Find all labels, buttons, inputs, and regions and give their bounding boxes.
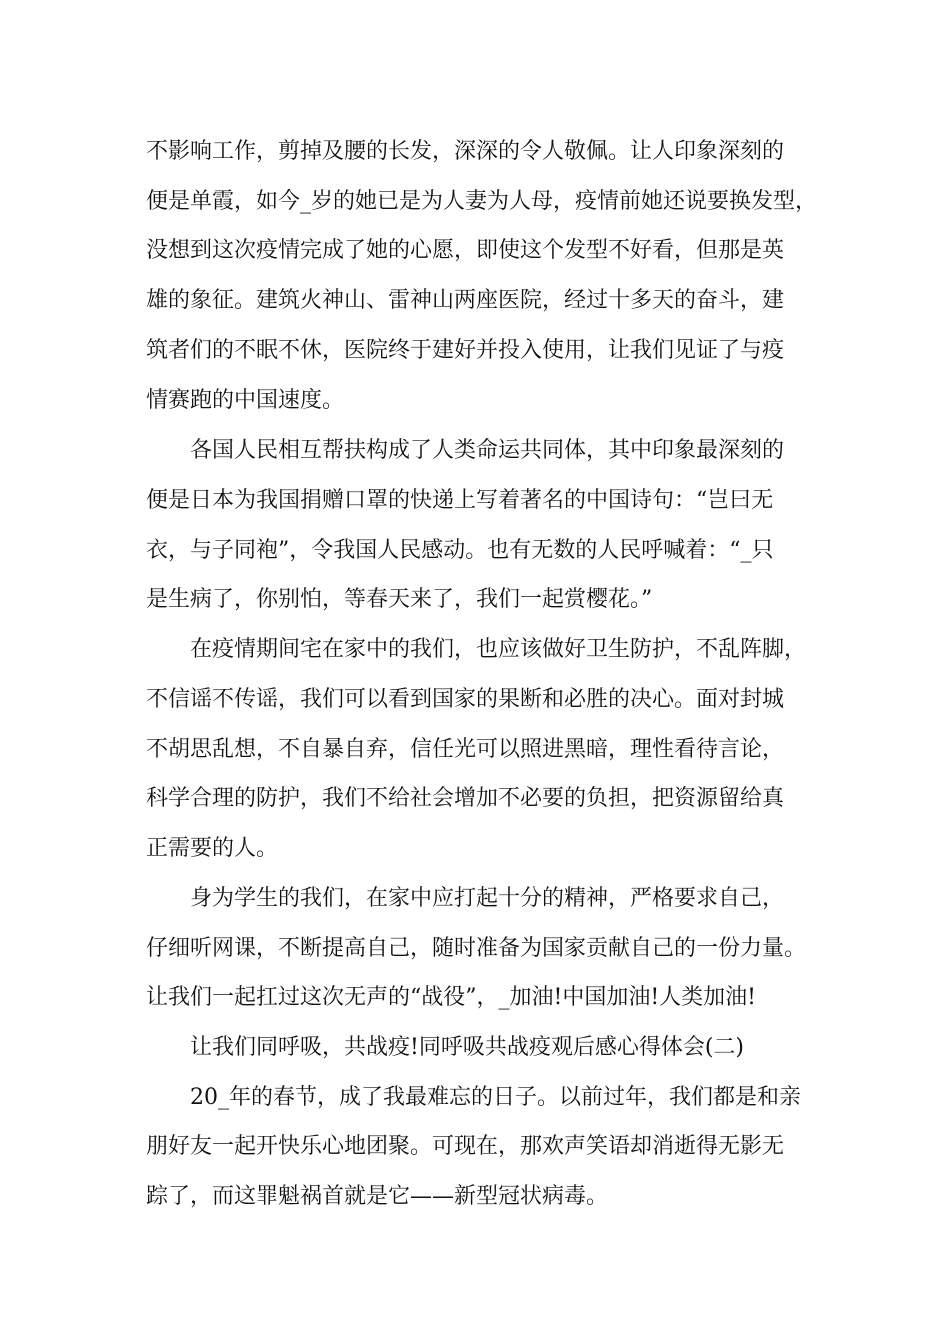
text-line: 朋好友一起开快乐心地团聚。可现在，那欢声笑语却消逝得无影无 — [146, 1134, 785, 1159]
text-line: 科学合理的防护，我们不给社会增加不必要的负担，把资源留给真 — [146, 786, 785, 811]
paragraph-first-line: 20_年的春节，成了我最难忘的日子。以前过年，我们都是和亲 — [190, 1085, 801, 1110]
text-line: 情赛跑的中国速度。 — [146, 388, 345, 413]
text-line: 雄的象征。建筑火神山、雷神山两座医院，经过十多天的奋斗，建 — [146, 288, 785, 313]
text-line: 让我们一起扛过这次无声的“战役”，_加油!中国加油!人类加油! — [146, 985, 757, 1010]
text-line: 不影响工作，剪掉及腰的长发，深深的令人敬佩。让人印象深刻的 — [146, 139, 785, 164]
text-line: 不胡思乱想，不自暴自弃，信任光可以照进黑暗，理性看待言论， — [146, 737, 785, 762]
text-line: 是生病了，你别怕，等春天来了，我们一起赏樱花。” — [146, 587, 653, 612]
text-line: 筑者们的不眠不休，医院终于建好并投入使用，让我们见证了与疫 — [146, 338, 785, 363]
paragraph-first-line: 各国人民相互帮扶构成了人类命运共同体，其中印象最深刻的 — [190, 438, 785, 463]
paragraph-first-line: 身为学生的我们，在家中应打起十分的精神，严格要求自己， — [190, 886, 785, 911]
text-line: 便是日本为我国捐赠口罩的快递上写着著名的中国诗句：“岂曰无 — [146, 488, 774, 513]
text-line: 正需要的人。 — [146, 836, 279, 861]
paragraph-first-line: 在疫情期间宅在家中的我们，也应该做好卫生防护，不乱阵脚， — [190, 637, 807, 662]
text-line: 没想到这次疫情完成了她的心愿，即使这个发型不好看，但那是英 — [146, 238, 785, 263]
section-heading: 让我们同呼吸，共战疫!同呼吸共战疫观后感心得体会(二) — [190, 1035, 745, 1060]
text-line: 衣，与子同袍”，令我国人民感动。也有无数的人民呼喊着：“_只 — [146, 538, 774, 563]
text-line: 仔细听网课，不断提高自己，随时准备为国家贡献自己的一份力量。 — [146, 936, 807, 961]
text-line: 踪了，而这罪魁祸首就是它——新型冠状病毒。 — [146, 1184, 609, 1209]
text-line: 便是单霞，如今_岁的她已是为人妻为人母，疫情前她还说要换发型， — [146, 189, 818, 214]
text-line: 不信谣不传谣，我们可以看到国家的果断和必胜的决心。面对封城 — [146, 687, 785, 712]
